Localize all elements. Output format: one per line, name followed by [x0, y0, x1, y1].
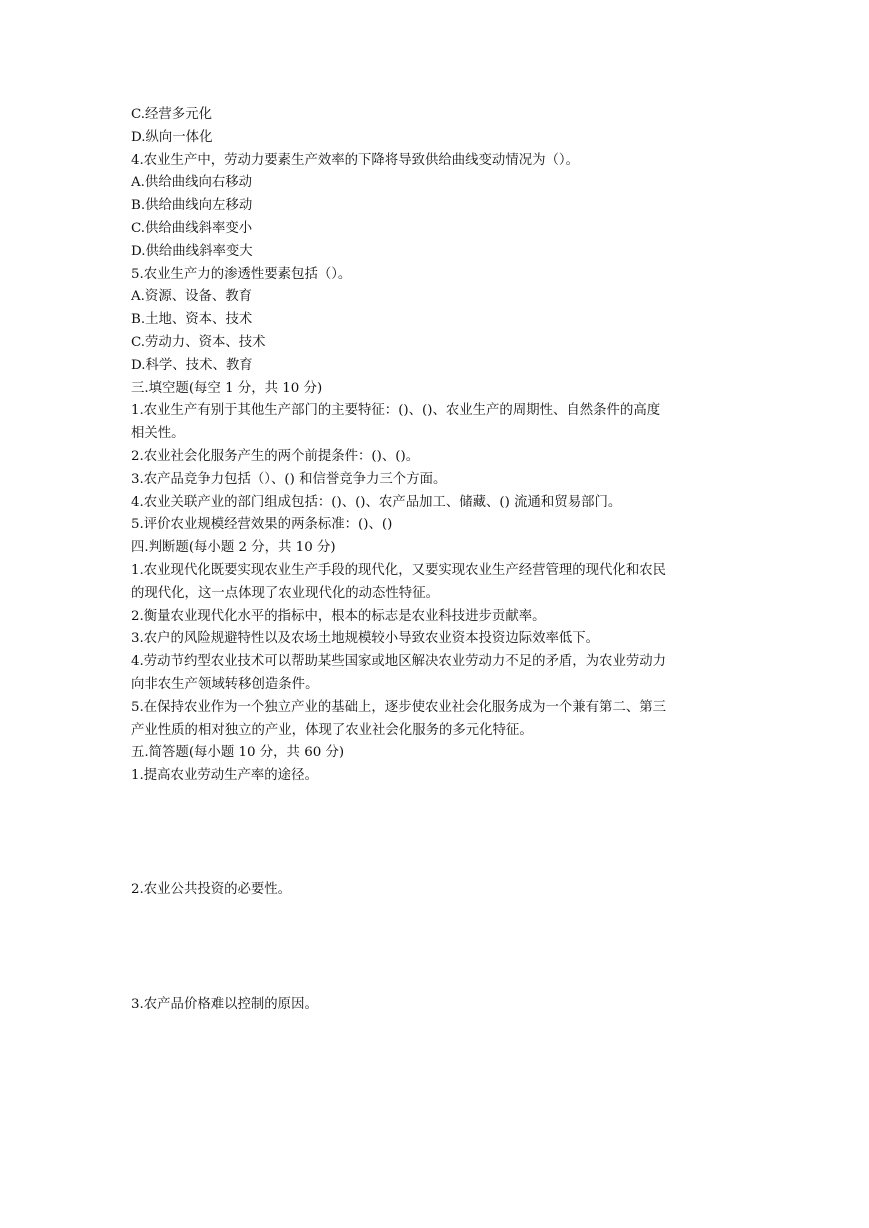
true-false-q2: 2.衡量农业现代化水平的指标中，根本的标志是农业科技进步贡献率。	[131, 608, 546, 624]
section-5-heading: 五.简答题(每小题 10 分，共 60 分)	[131, 745, 345, 761]
short-answer-q2: 2.农业公共投资的必要性。	[131, 881, 292, 897]
true-false-q4-line1: 4.劳动节约型农业技术可以帮助某些国家或地区解决农业劳动力不足的矛盾，为农业劳动力	[131, 654, 667, 670]
exam-page	[131, 104, 743, 1017]
true-false-q4-line2: 向非农生产领域转移创造条件。	[131, 676, 319, 692]
answer-space-q1	[131, 788, 743, 879]
option-b-q5: B.土地、资本、技术	[131, 312, 253, 328]
fill-blank-q3: 3.农产品竞争力包括（）、() 和信誉竞争力三个方面。	[131, 471, 447, 487]
true-false-q1-line1: 1.农业现代化既要实现农业生产手段的现代化，又要实现农业生产经营管理的现代化和农民	[131, 562, 667, 578]
fill-blank-q2: 2.农业社会化服务产生的两个前提条件：()、()。	[131, 448, 420, 464]
option-d-q3: D.纵向一体化	[131, 129, 213, 145]
option-c-q5: C.劳动力、资本、技术	[131, 334, 266, 350]
true-false-q3: 3.农户的风险规避特性以及农场土地规模较小导致农业资本投资边际效率低下。	[131, 631, 600, 647]
section-4-heading: 四.判断题(每小题 2 分，共 10 分)	[131, 540, 336, 556]
option-d-q4: D.供给曲线斜率变大	[131, 243, 253, 259]
true-false-q5-line2: 产业性质的相对独立的产业，体现了农业社会化服务的多元化特征。	[131, 722, 533, 738]
true-false-q5-line1: 5.在保持农业作为一个独立产业的基础上，逐步使农业社会化服务成为一个兼有第二、第三	[131, 699, 667, 715]
option-b-q4: B.供给曲线向左移动	[131, 198, 253, 214]
question-4: 4.农业生产中，劳动力要素生产效率的下降将导致供给曲线变动情况为（）。	[131, 152, 579, 168]
answer-space-q2	[131, 902, 743, 994]
option-c-q4: C.供给曲线斜率变小	[131, 220, 253, 236]
fill-blank-q5: 5.评价农业规模经营效果的两条标准：()、()	[131, 517, 393, 533]
question-5: 5.农业生产力的渗透性要素包括（）。	[131, 266, 352, 282]
true-false-q1-line2: 的现代化，这一点体现了农业现代化的动态性特征。	[131, 585, 439, 601]
option-c-q3: C.经营多元化	[131, 107, 212, 122]
fill-blank-q4: 4.农业关联产业的部门组成包括：()、()、农产品加工、储藏、() 流通和贸易部门。	[131, 494, 622, 510]
short-answer-q1: 1.提高农业劳动生产率的途径。	[131, 768, 318, 784]
fill-blank-q1-line2: 相关性。	[131, 426, 185, 442]
option-d-q5: D.科学、技术、教育	[131, 357, 253, 373]
option-a-q5: A.资源、设备、教育	[131, 289, 253, 305]
option-a-q4: A.供给曲线向右移动	[131, 175, 253, 191]
fill-blank-q1-line1: 1.农业生产有别于其他生产部门的主要特征：()、()、农业生产的周期性、自然条件的高度	[131, 403, 661, 419]
short-answer-q3: 3.农产品价格难以控制的原因。	[131, 996, 318, 1012]
section-3-heading: 三.填空题(每空 1 分，共 10 分)	[131, 380, 323, 396]
